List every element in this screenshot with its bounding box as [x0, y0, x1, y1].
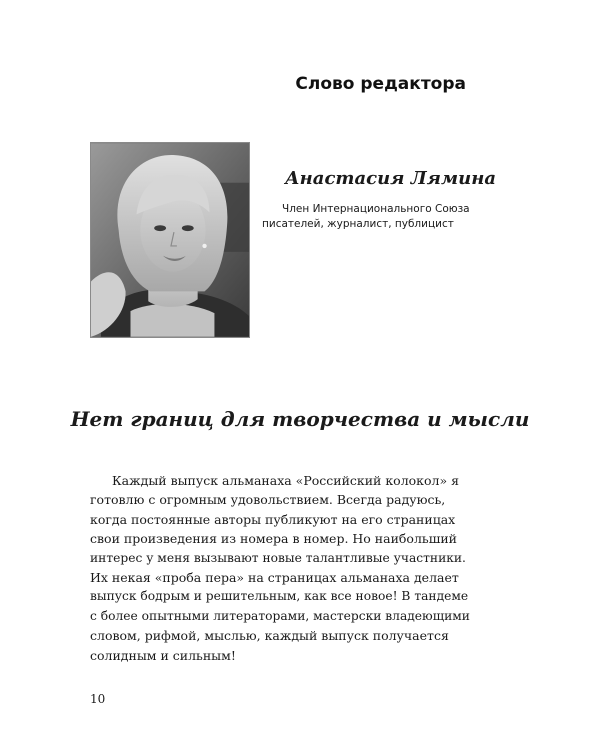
- article-line: когда постоянные авторы публикуют на его страницах: [90, 511, 456, 527]
- article-line: Каждый выпуск альманаха «Российский колокол» я: [112, 473, 459, 488]
- article-line: солидным и сильным!: [90, 647, 236, 663]
- page-number: 10: [90, 692, 106, 706]
- author-portrait: [90, 142, 250, 338]
- article-line: с более опытными литераторами, мастерски владеющими: [90, 608, 470, 623]
- author-name: Анастасия Лямина: [285, 168, 496, 189]
- author-bio-line: Член Интернационального Союза: [282, 203, 470, 215]
- article-line: готовлю с огромным удовольствием. Всегда радуюсь,: [90, 492, 446, 508]
- article-line: интерес у меня вызывают новые талантливые участники.: [90, 550, 466, 565]
- author-bio-line: писателей, журналист, публицист: [262, 218, 454, 230]
- section-title: Слово редактора: [295, 74, 466, 94]
- article-line: Их некая «проба пера» на страницах альманаха делает: [90, 570, 459, 586]
- author-bio: [262, 202, 468, 232]
- article-line: свои произведения из номера в номер. Но наибольший: [90, 531, 457, 547]
- article-title: Нет границ для творчества и мысли: [70, 407, 530, 431]
- portrait-image: [91, 143, 249, 337]
- article-line: словом, рифмой, мыслью, каждый выпуск получается: [90, 628, 449, 644]
- article-line: выпуск бодрым и решительным, как все новое! В тандеме: [90, 589, 469, 604]
- article-body: [90, 471, 470, 665]
